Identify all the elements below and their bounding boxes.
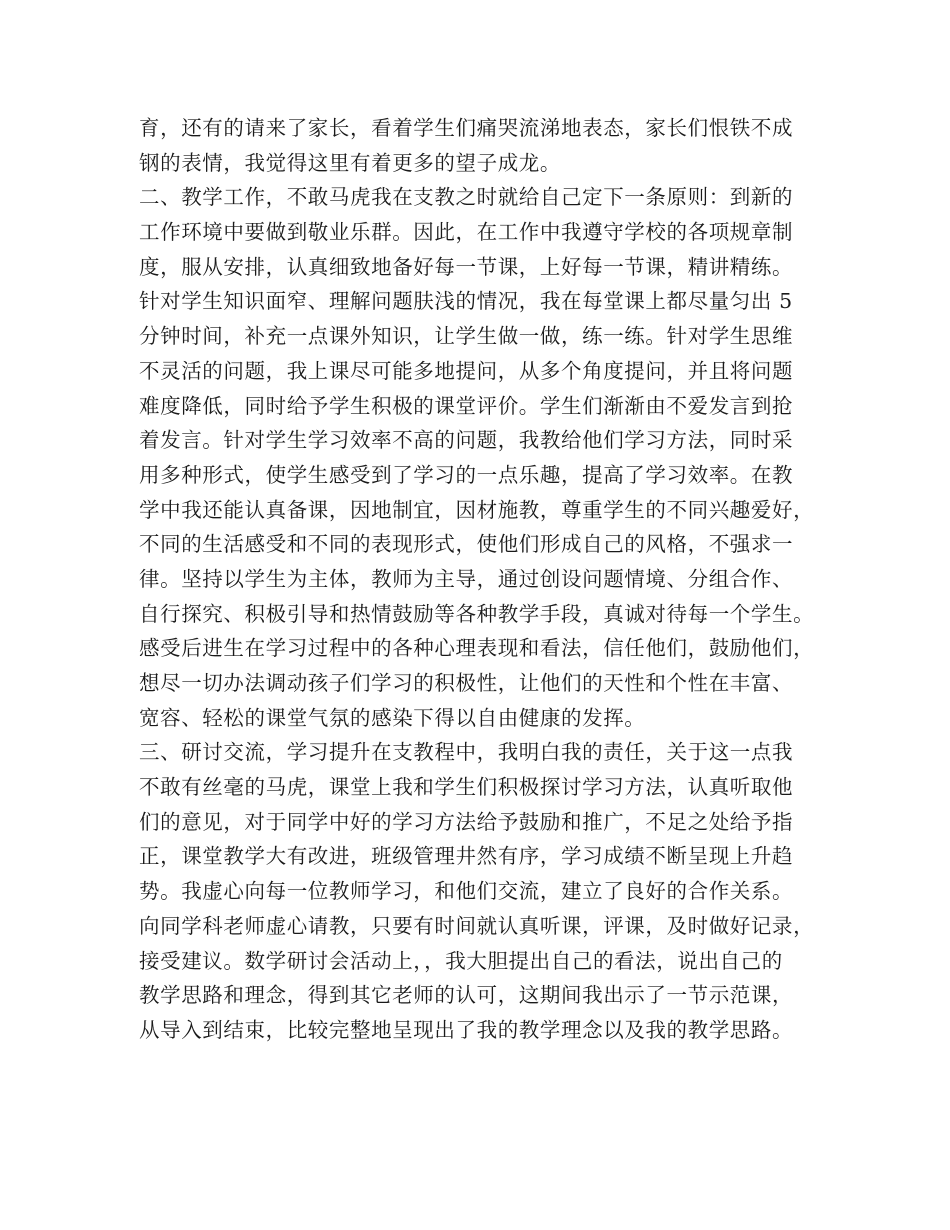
text-line: 钢的表情，我觉得这里有着更多的望子成龙。 <box>139 150 561 175</box>
text-line: 二、教学工作，不敢马虎我在支教之时就给自己定下一条原则：到新的 <box>139 185 794 210</box>
text-line: 自行探究、积极引导和热情鼓励等各种教学手段，真诚对待每一个学生。 <box>139 601 815 626</box>
text-line: 不灵活的问题，我上课尽可能多地提问，从多个角度提问，并且将问题 <box>139 358 794 383</box>
text-line: 想尽一切办法调动孩子们学习的积极性，让他们的天性和个性在丰富、 <box>139 671 794 695</box>
text-line: 针对学生知识面窄、理解问题肤浅的情况，我在每堂课上都尽量匀出 5 <box>139 289 793 314</box>
text-line: 们的意见，对于同学中好的学习方法给予鼓励和推广，不足之处给予指 <box>139 809 794 834</box>
text-line: 势。我虚心向每一位教师学习，和他们交流，建立了良好的合作关系。 <box>139 879 794 904</box>
text-line: 向同学科老师虚心请教，只要有时间就认真听课，评课，及时做好记录， <box>139 913 815 938</box>
text-line: 教学思路和理念，得到其它老师的认可，这期间我出示了一节示范课， <box>139 983 794 1008</box>
text-line: 分钟时间，补充一点课外知识，让学生做一做，练一练。针对学生思维 <box>139 324 794 349</box>
text-line: 接受建议。数学研讨会活动上，，我大胆提出自己的看法，说出自己的 <box>139 948 783 973</box>
text-line: 律。坚持以学生为主体，教师为主导，通过创设问题情境、分组合作、 <box>139 566 794 591</box>
text-line: 用多种形式，使学生感受到了学习的一点乐趣，提高了学习效率。在教 <box>139 462 794 487</box>
text-line: 正，课堂教学大有改进，班级管理井然有序，学习成绩不断呈现上升趋 <box>139 844 794 869</box>
text-line: 从导入到结束，比较完整地呈现出了我的教学理念以及我的教学思路。 <box>139 1017 794 1042</box>
text-line: 难度降低，同时给予学生积极的课堂评价。学生们渐渐由不爱发言到抢 <box>139 393 794 418</box>
text-line: 学中我还能认真备课，因地制宜，因材施教，尊重学生的不同兴趣爱好， <box>139 497 815 522</box>
text-line: 育，还有的请来了家长，看着学生们痛哭流涕地表态，家长们恨铁不成 <box>139 116 794 140</box>
text-line: 工作环境中要做到敬业乐群。因此，在工作中我遵守学校的各项规章制 <box>139 220 794 245</box>
text-line: 着发言。针对学生学习效率不高的问题，我教给他们学习方法，同时采 <box>139 428 794 453</box>
text-line: 不同的生活感受和不同的表现形式，使他们形成自己的风格，不强求一 <box>139 532 794 557</box>
text-line: 度，服从安排，认真细致地备好每一节课，上好每一节课，精讲精练。 <box>139 254 794 279</box>
text-line: 三、研讨交流，学习提升在支教程中，我明白我的责任，关于这一点我 <box>139 740 794 765</box>
text-line: 宽容、轻松的课堂气氛的感染下得以自由健康的发挥。 <box>139 705 646 730</box>
document-body <box>139 111 829 1048</box>
text-line: 感受后进生在学习过程中的各种心理表现和看法，信任他们，鼓励他们， <box>139 636 815 661</box>
text-line: 不敢有丝毫的马虎，课堂上我和学生们积极探讨学习方法，认真听取他 <box>139 775 794 800</box>
